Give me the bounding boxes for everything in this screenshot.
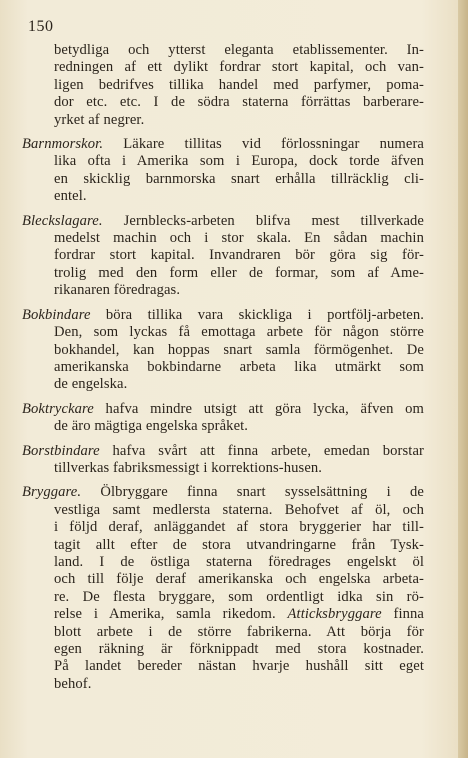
- text-line: bokhandel, kan hoppas snart samla förmögenhet. De: [54, 341, 424, 358]
- line-text: finna: [381, 606, 424, 623]
- text-line: fordrar stort kapital. Invandraren bör göra sig för-: [54, 247, 424, 264]
- entry-text: böra tillika vara skickliga i portfölj-arbeten.: [90, 306, 424, 323]
- text-line: re. De flesta bryggare, som ordentligt idka sin rö-: [54, 588, 424, 605]
- entry-term: Borstbindare: [22, 442, 100, 459]
- paragraph-bryggare: [22, 484, 424, 693]
- entry-term: Bokbindare: [22, 306, 91, 323]
- text-line: [22, 484, 424, 501]
- paragraph-bokbindare: [22, 307, 424, 394]
- text-line: [22, 307, 424, 324]
- text-line: yrket af negrer.: [54, 111, 145, 128]
- text-line: behof.: [54, 675, 92, 692]
- text-line: en skicklig barnmorska snart erhålla tillräcklig cli-: [54, 170, 424, 187]
- page-edge: [458, 0, 468, 758]
- text-line: de engelska.: [54, 376, 128, 393]
- entry-term: Bleckslagare.: [22, 212, 103, 229]
- text-line: egen räkning är förknippadt med stora kostnader.: [54, 641, 424, 657]
- entry-term: Barnmorskor.: [22, 136, 104, 153]
- text-line: ligen bedrifves tillika handel med parfymer, poma-: [54, 76, 424, 93]
- text-line: redningen af ett dylikt fordrar stort kapital, och van-: [54, 59, 424, 76]
- text-line: På landet bereder nästan hvarje hushåll sitt eget: [54, 658, 424, 675]
- text-line: rikanaren föredragas.: [54, 282, 181, 299]
- text-line: och till följe deraf amerikanska och engelska arbeta-: [54, 571, 424, 588]
- paragraph-barnmorskor: [22, 136, 424, 206]
- text-line: [22, 136, 424, 153]
- paragraph-borstbindare: [22, 443, 424, 478]
- paragraph-intro: [22, 42, 424, 129]
- page-number: 150: [28, 18, 54, 35]
- text-line: entel.: [54, 188, 87, 205]
- text-line: lika ofta i Amerika som i Europa, dock torde äfven: [54, 153, 424, 170]
- page-text: [22, 42, 424, 700]
- text-line: trolig med den form eller de formar, som af Ame-: [54, 264, 424, 281]
- text-line: Den, som lyckas få emottaga arbete för någon större: [54, 324, 424, 341]
- text-line: [22, 606, 424, 623]
- text-line: amerikanska bokbindarne arbeta lika utmärkt som: [54, 358, 424, 375]
- entry-text: Ölbryggare finna snart sysselsättning i de: [81, 484, 424, 501]
- text-line: medelst machin och i stor skala. En sådan machin: [54, 230, 424, 247]
- line-text: relse i Amerika, samla rikedom.: [54, 606, 288, 623]
- text-line: de äro mägtiga engelska språket.: [54, 418, 249, 435]
- entry-text: hafva mindre utsigt att göra lycka, äfven om: [93, 400, 424, 417]
- text-line: i följd deraf, anläggandet af stora bryggerier har till-: [54, 519, 424, 536]
- text-line: blott arbete i de större fabrikerna. Att börja för: [54, 623, 424, 640]
- inline-term: Atticksbryggare: [287, 606, 382, 623]
- text-line: land. I de östliga staterna föredrages engelskt öl: [54, 553, 424, 570]
- entry-text: Jernblecks-arbeten blifva mest tillverkade: [102, 212, 424, 229]
- text-line: [22, 443, 424, 460]
- text-line: [22, 213, 424, 230]
- text-line: dor etc. etc. I de södra staterna förrättas barberare-: [54, 94, 424, 111]
- text-line: [22, 401, 424, 418]
- text-line: betydliga och ytterst eleganta etablissementer. In-: [54, 42, 424, 58]
- text-line: tagit allt efter de stora utvandringarne från Tysk-: [54, 536, 424, 553]
- entry-text: hafva svårt att finna arbete, emedan borstar: [99, 442, 424, 459]
- paragraph-bleckslagare: [22, 213, 424, 300]
- text-line: tillverkas fabriksmessigt i korrektions-husen.: [54, 459, 323, 476]
- entry-text: Läkare tillitas vid förlossningar numera: [103, 136, 424, 153]
- entry-term: Bryggare.: [22, 484, 82, 501]
- text-line: vestliga samt medlersta staterna. Behofvet af öl, och: [54, 501, 424, 518]
- paragraph-boktryckare: [22, 401, 424, 436]
- entry-term: Boktryckare: [22, 400, 94, 417]
